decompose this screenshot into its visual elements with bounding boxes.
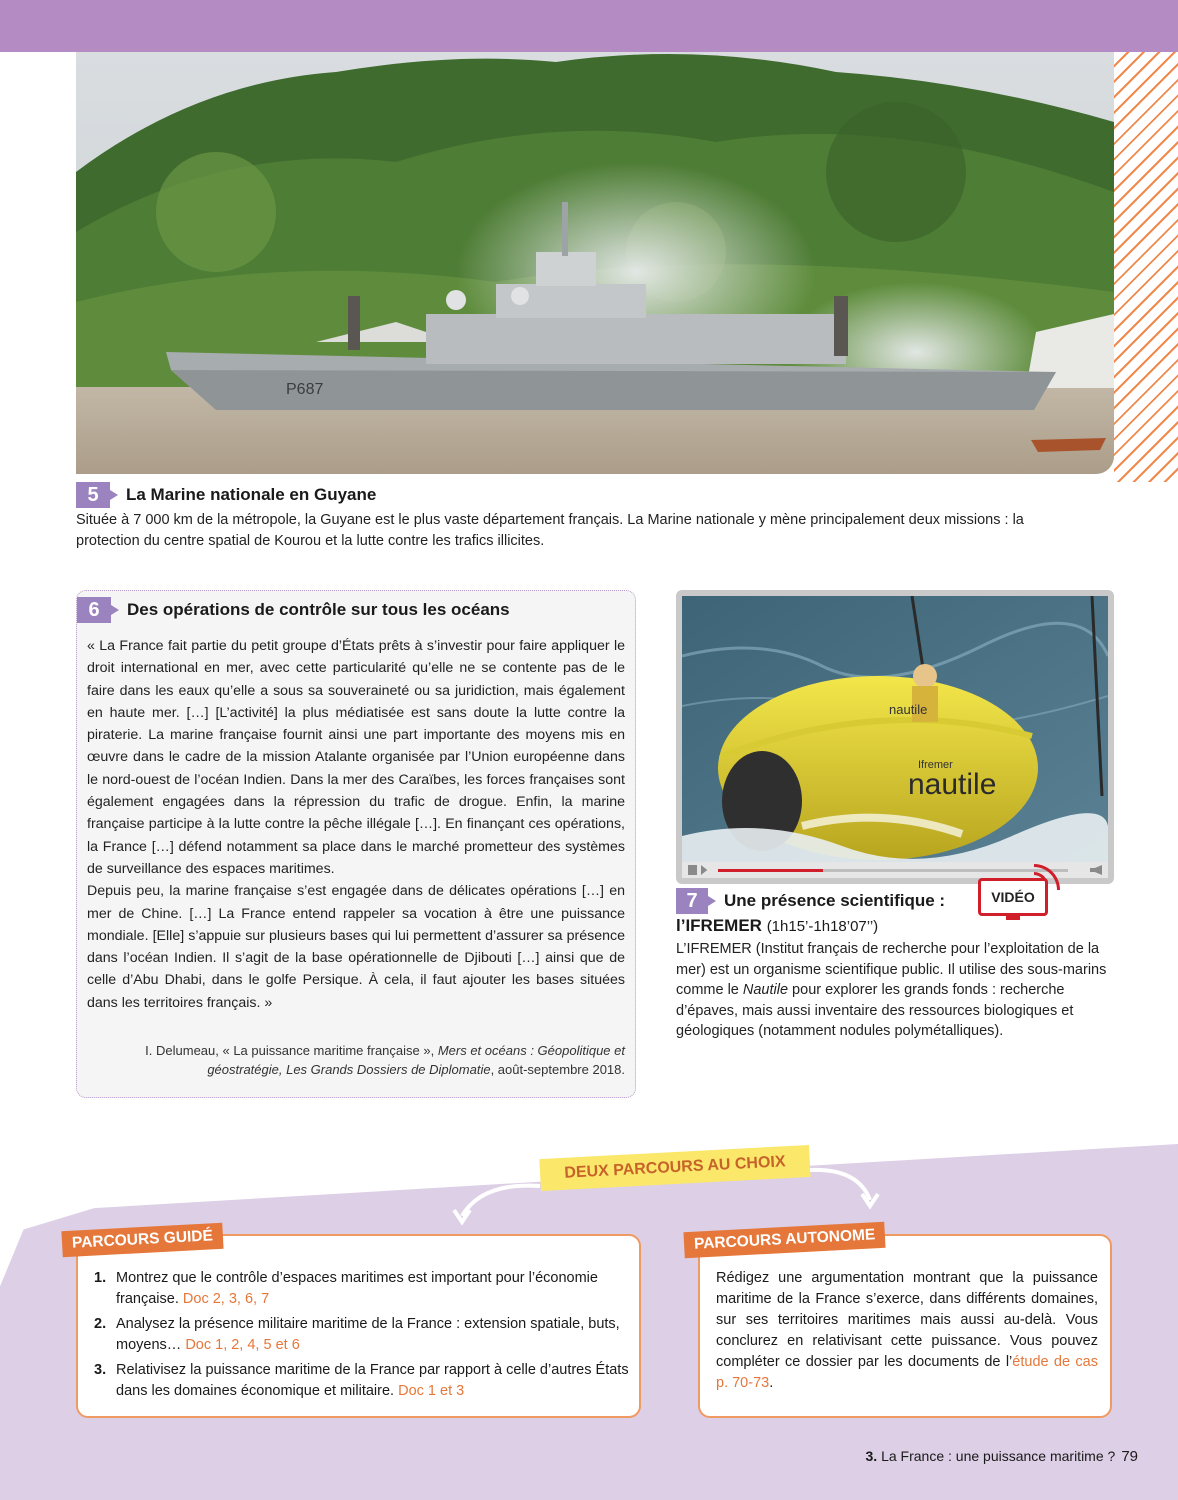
question-doc-ref[interactable]: Doc 1, 2, 4, 5 et 6 [185,1337,300,1353]
guided-question [94,1314,629,1356]
doc5-text: Située à 7 000 km de la métropole, la Guyane est le plus vaste département français. La Marine nationale y mène principalement deux missions : la protection du centre spatial de Kourou et la lutte contre les trafics illicites. [76,512,1024,549]
navy-ship-photo [76,52,1114,474]
doc5-title: La Marine nationale en Guyane [126,485,377,504]
pause-icon[interactable] [688,865,697,875]
doc7-text-end: pour explorer les grands fonds : recherche d’épaves, mais aussi inventaire des ressources biologiques et géologiques (notamment nodules polymétalliques). [676,982,1074,1039]
autonomous-route-box [698,1234,1112,1418]
sub-name-large: nautile [908,768,997,801]
question-number: 3. [94,1362,107,1378]
sub-brand: Ifremer [918,759,953,771]
decorative-stripes [1114,52,1178,482]
guided-question [94,1360,629,1402]
question-number: 2. [94,1316,107,1332]
play-next-icon[interactable] [701,865,710,875]
doc7-number: 7 [676,888,708,914]
doc7-duration: (1h15’-1h18’07’’) [766,918,879,935]
nautile-video-frame[interactable] [682,596,1108,878]
doc6-paragraph-1: « La France fait partie du petit groupe d’États prêts à s’investir pour faire appliquer le droit international en mer, avec cette particularité qu’elle ne se contente pas de le faire dans les eaux qu’elle a sous sa souveraineté ou sa juridiction, mais également en haute mer. […] [L’activité] la plus médiatisée est sans doute la lutte contre la piraterie. La marine française fournit ainsi une part importante des moyens mis en œuvre dans le cadre de la mission Atalante organisée par l’Union européenne dans le nord-ouest de l’océan Indien. Dans la mer des Caraïbes, les forces françaises sont également engagées dans la répression du trafic de drogue. Enfin, la marine française participe à la lutte contre la pêche illégale […]. En finançant ces opérations, la France […] défend notamment sa place dans le marché prometteur des systèmes de surveillance des espaces maritimes. [87,638,625,877]
doc7-text-start: L’IFREMER (Institut français de recherche pour l’exploitation de la mer) est un organisme scientifique public. Il utilise des sous-marins comme le [676,941,1107,998]
doc7-text-nautile: Nautile [742,982,789,998]
doc6-source-date: , août-septembre 2018. [490,1062,625,1077]
video-player[interactable] [676,590,1114,884]
guided-question [94,1268,629,1310]
doc6-number: 6 [77,597,111,623]
doc7-ifremer: l’IFREMER [676,916,762,935]
doc5-number: 5 [76,482,110,508]
guided-questions [94,1268,629,1406]
autonomous-route-label: PARCOURS AUTONOME [683,1222,886,1259]
doc6-title: Des opérations de contrôle sur tous les océans [127,600,510,619]
footer-title: La France : une puissance maritime ? [881,1448,1116,1464]
doc5-caption [76,482,1036,552]
curved-arrow-left-icon [452,1182,542,1226]
doc7-text [676,939,1116,1042]
volume-icon[interactable] [1090,865,1102,875]
question-number: 1. [94,1270,107,1286]
page-footer [866,1448,1139,1465]
doc6-paragraph-2: Depuis peu, la marine française s’est engagée dans de délicates opérations […] en mer de Chine. […] La France entend rappeler sa vocation à être une puissance mondiale. [Elle] s’appuie sur plusieurs bases qui lui permettent d’assurer sa présence dans l’océan Indien. Il s’agit de la base opérationnelle de Djibouti […] ainsi que de celle d’Abu Dhabi, dans le golfe Persique. À cela, il faut ajouter les bases situées dans les territoires français. » [87,883,625,1011]
doc6-box [76,590,636,1098]
autonomous-instruction: Rédigez une argumentation montrant que la puissance maritime de la France s’exerce, dans différents domaines, sur ses territoires maritimes mais aussi au-delà. Vous conclurez en relativisant cette puissance. Vous pouvez compléter ce dossier par les documents de l’ [716,1270,1098,1370]
doc6-source [95,1041,625,1079]
case-study-ref[interactable]: étude de cas p. 70-73 [716,1354,1098,1391]
question-text: Montrez que le contrôle d’espaces maritimes est important pour l’économie française. [116,1270,598,1307]
doc7-caption [676,888,1116,1042]
question-doc-ref[interactable]: Doc 1 et 3 [398,1383,465,1399]
question-doc-ref[interactable]: Doc 2, 3, 6, 7 [182,1291,270,1307]
doc6-body [87,635,625,1014]
page-number: 79 [1121,1448,1138,1465]
doc7-title-line2 [676,916,1116,936]
choice-label: DEUX PARCOURS AU CHOIX [539,1145,810,1191]
doc6-source-work: Mers et océans : Géopolitique et géostratégie, Les Grands Dossiers de Diplomatie [207,1043,625,1077]
guided-route-box [76,1234,641,1418]
curved-arrow-right-icon [808,1166,882,1210]
footer-chapter: 3. [865,1448,878,1464]
video-progress [718,869,823,872]
question-text: Relativisez la puissance maritime de la France par rapport à celle d’autres États dans les domaines économique et militaire. [116,1362,629,1399]
doc7-title: Une présence scientifique : [724,891,946,910]
doc6-source-author: I. Delumeau, « La puissance maritime française », [145,1043,435,1058]
autonomous-end: . [769,1375,774,1391]
autonomous-text [716,1268,1098,1394]
sub-name-small: nautile [889,702,928,717]
question-text: Analysez la présence militaire maritime de la France : extension spatiale, buts, moyens… [116,1316,620,1353]
video-label: VIDÉO [978,878,1048,916]
top-band [0,0,1178,52]
hull-number: P687 [286,381,324,398]
guided-route-label: PARCOURS GUIDÉ [61,1223,223,1257]
